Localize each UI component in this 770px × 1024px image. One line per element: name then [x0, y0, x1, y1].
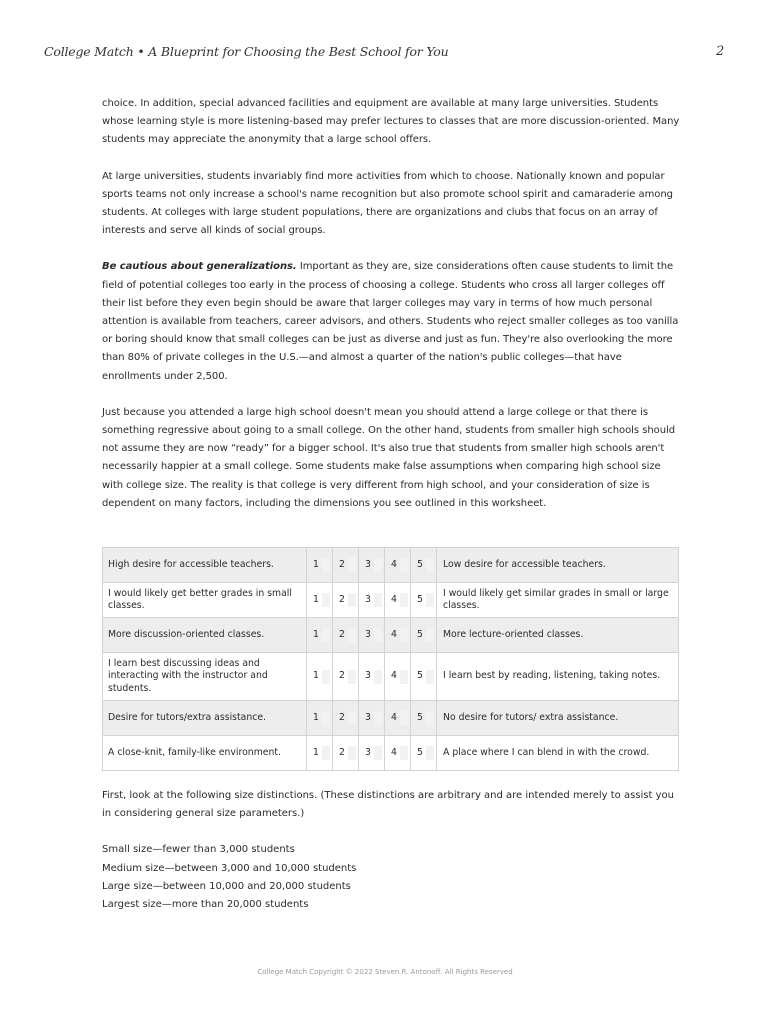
rating-checkbox[interactable] — [400, 558, 408, 572]
copyright-footer: College Match Copyright © 2022 Steven R. Antonoff. All Rights Reserved — [257, 968, 513, 976]
table-row — [103, 618, 679, 653]
rating-option-5[interactable]: 5 — [411, 736, 437, 771]
rating-option-5[interactable]: 5 — [411, 583, 437, 618]
rating-checkbox[interactable] — [426, 558, 434, 572]
rating-option-2[interactable]: 2 — [333, 618, 359, 653]
right-statement: I would likely get similar grades in small or large classes. — [437, 583, 679, 618]
rating-option-3[interactable]: 3 — [359, 701, 385, 736]
rating-option-4[interactable]: 4 — [385, 548, 411, 583]
rating-checkbox[interactable] — [426, 711, 434, 725]
list-item: Medium size—between 3,000 and 10,000 students — [102, 862, 357, 874]
rating-option-5[interactable]: 5 — [411, 548, 437, 583]
rating-option-3[interactable]: 3 — [359, 736, 385, 771]
rating-option-3[interactable]: 3 — [359, 548, 385, 583]
paragraph-generalizations — [102, 258, 682, 385]
page-number: 2 — [716, 44, 725, 59]
rating-checkbox[interactable] — [348, 628, 356, 642]
rating-checkbox[interactable] — [322, 593, 330, 607]
rating-checkbox[interactable] — [348, 593, 356, 607]
rating-checkbox[interactable] — [322, 746, 330, 760]
left-statement: I learn best discussing ideas and interacting with the instructor and students. — [103, 653, 307, 701]
running-header-title: College Match • A Blueprint for Choosing the Best School for You — [44, 44, 449, 59]
list-item: Small size—fewer than 3,000 students — [102, 844, 295, 856]
rating-checkbox[interactable] — [374, 711, 382, 725]
rating-option-4[interactable]: 4 — [385, 701, 411, 736]
rating-option-1[interactable]: 1 — [307, 583, 333, 618]
left-statement: High desire for accessible teachers. — [103, 548, 307, 583]
rating-option-1[interactable]: 1 — [307, 701, 333, 736]
rating-option-1[interactable]: 1 — [307, 653, 333, 701]
right-statement: Low desire for accessible teachers. — [437, 548, 679, 583]
paragraph-large-school-benefits: choice. In addition, special advanced facilities and equipment are available at many large universities. Students whose learning style is more listening-based may prefer lectures to classes that are more discussion-oriented. Many students may appreciate the anonymity that a large school offers. — [102, 98, 680, 146]
rating-option-3[interactable]: 3 — [359, 653, 385, 701]
rating-option-4[interactable]: 4 — [385, 653, 411, 701]
rating-checkbox[interactable] — [374, 558, 382, 572]
rating-checkbox[interactable] — [426, 670, 434, 684]
rating-checkbox[interactable] — [426, 628, 434, 642]
paragraph-generalizations-text: Important as they are, size considerations often cause students to limit the field of potential colleges too early in the process of choosing a college. Students who cross all larger colleges off their list before they even begin should be aware that larger colleges may vary in terms of how much personal attention is available from teachers, career advisors, and others. Students who reject smaller colleges as too vanilla or boring should know that small colleges can be just as diverse and just as fun. They're also overlooking the more than 80% of private colleges in the U.S.—and almost a quarter of the nation's public colleges—that have enrollments under 2,500. — [102, 261, 679, 382]
paragraph-lead-in: Be cautious about generalizations. — [102, 261, 297, 273]
rating-option-5[interactable]: 5 — [411, 618, 437, 653]
rating-checkbox[interactable] — [374, 628, 382, 642]
rating-checkbox[interactable] — [374, 670, 382, 684]
list-item: Large size—between 10,000 and 20,000 students — [102, 880, 351, 892]
rating-checkbox[interactable] — [426, 746, 434, 760]
rating-checkbox[interactable] — [348, 670, 356, 684]
rating-checkbox[interactable] — [322, 628, 330, 642]
rating-checkbox[interactable] — [348, 746, 356, 760]
body-text — [102, 95, 682, 513]
left-statement: More discussion-oriented classes. — [103, 618, 307, 653]
table-row — [103, 548, 679, 583]
rating-option-2[interactable]: 2 — [333, 548, 359, 583]
rating-option-2[interactable]: 2 — [333, 736, 359, 771]
left-statement: Desire for tutors/extra assistance. — [103, 701, 307, 736]
table-row — [103, 736, 679, 771]
rating-option-4[interactable]: 4 — [385, 583, 411, 618]
rating-checkbox[interactable] — [348, 711, 356, 725]
right-statement: I learn best by reading, listening, taking notes. — [437, 653, 679, 701]
right-statement: No desire for tutors/ extra assistance. — [437, 701, 679, 736]
rating-checkbox[interactable] — [426, 593, 434, 607]
size-distinctions-intro: First, look at the following size distinctions. (These distinctions are arbitrary and are intended merely to assist you in considering general size parameters.) — [102, 790, 674, 820]
left-statement: A close-knit, family-like environment. — [103, 736, 307, 771]
rating-checkbox[interactable] — [400, 670, 408, 684]
rating-option-1[interactable]: 1 — [307, 548, 333, 583]
rating-option-2[interactable]: 2 — [333, 583, 359, 618]
list-item: Largest size—more than 20,000 students — [102, 899, 309, 911]
rating-option-3[interactable]: 3 — [359, 618, 385, 653]
rating-checkbox[interactable] — [400, 711, 408, 725]
rating-checkbox[interactable] — [374, 593, 382, 607]
rating-option-1[interactable]: 1 — [307, 736, 333, 771]
right-statement: A place where I can blend in with the crowd. — [437, 736, 679, 771]
size-preference-rating-table — [102, 547, 679, 771]
size-distinctions — [102, 787, 682, 914]
rating-checkbox[interactable] — [400, 628, 408, 642]
rating-checkbox[interactable] — [322, 711, 330, 725]
table-row — [103, 701, 679, 736]
rating-checkbox[interactable] — [400, 593, 408, 607]
rating-checkbox[interactable] — [374, 746, 382, 760]
rating-checkbox[interactable] — [322, 670, 330, 684]
rating-option-3[interactable]: 3 — [359, 583, 385, 618]
table-row — [103, 653, 679, 701]
left-statement: I would likely get better grades in small classes. — [103, 583, 307, 618]
rating-option-5[interactable]: 5 — [411, 701, 437, 736]
paragraph-activities: At large universities, students invariably find more activities from which to choose. Nationally known and popular sports teams not only increase a school's name recognition but also promote school spirit and camaraderie among students. At colleges with large student populations, there are organizations and clubs that focus on an array of interests and serve all kinds of social groups. — [102, 170, 673, 237]
rating-checkbox[interactable] — [348, 558, 356, 572]
rating-option-1[interactable]: 1 — [307, 618, 333, 653]
table-row — [103, 583, 679, 618]
rating-option-4[interactable]: 4 — [385, 618, 411, 653]
rating-option-4[interactable]: 4 — [385, 736, 411, 771]
rating-option-5[interactable]: 5 — [411, 653, 437, 701]
rating-checkbox[interactable] — [400, 746, 408, 760]
rating-checkbox[interactable] — [322, 558, 330, 572]
rating-option-2[interactable]: 2 — [333, 701, 359, 736]
right-statement: More lecture-oriented classes. — [437, 618, 679, 653]
paragraph-high-school-size: Just because you attended a large high school doesn't mean you should attend a large college or that there is something regressive about going to a small college. On the other hand, students from smaller high schools should not assume they are now “ready” for a bigger school. It's also true that students from smaller high schools aren't necessarily happier at a small college. Some students make false assumptions when comparing high school size with college size. The reality is that college is very different from high school, and your consideration of size is dependent on many factors, including the dimensions you see outlined in this worksheet. — [102, 406, 676, 509]
rating-option-2[interactable]: 2 — [333, 653, 359, 701]
